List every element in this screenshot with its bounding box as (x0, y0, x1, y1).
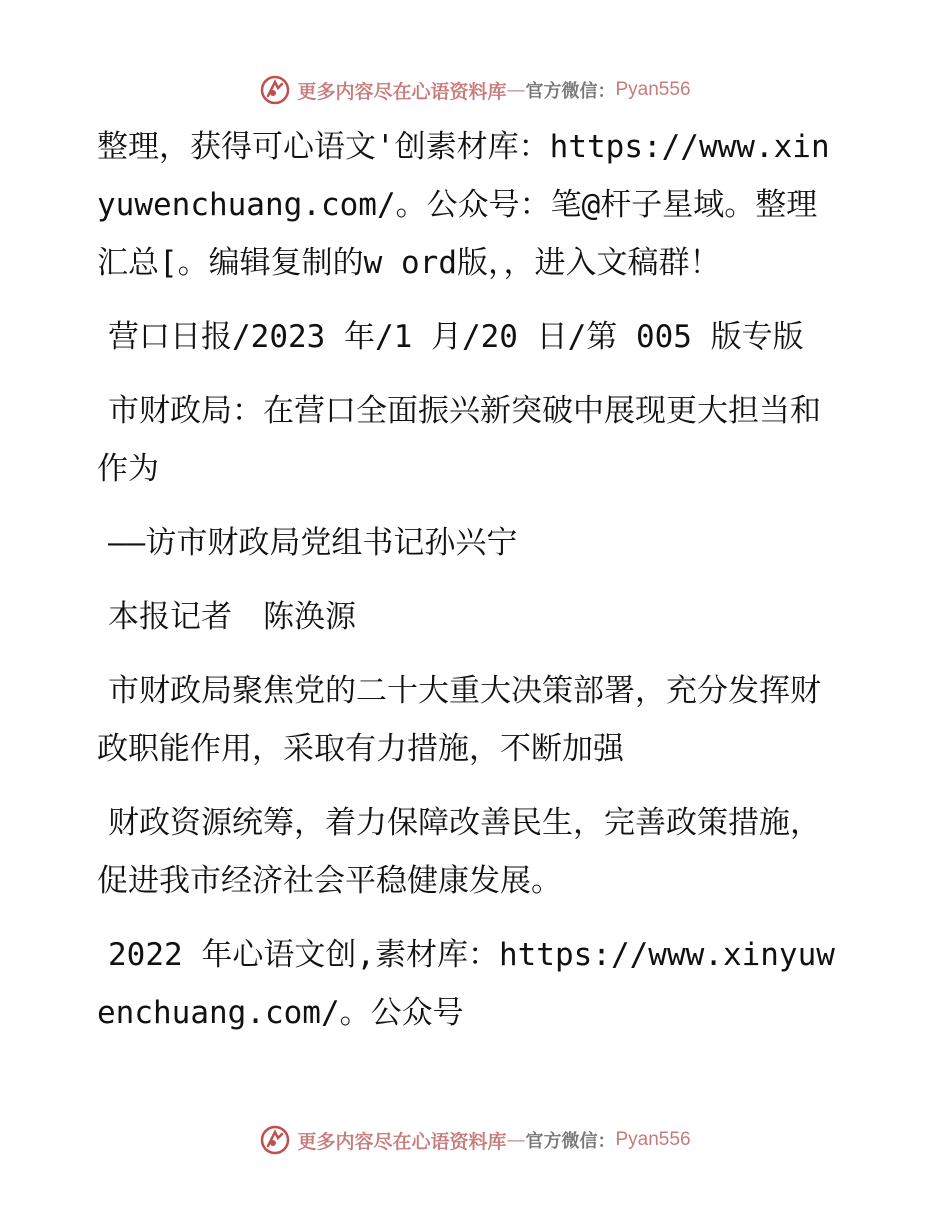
article-title: 市财政局：在营口全面振兴新突破中展现更大担当和作为 (97, 393, 821, 487)
brand-logo-icon (259, 1124, 291, 1156)
footer-paragraph: 2022 年心语文创,素材库：https://www.xinyuwenchuang.com/。公众号 (97, 937, 835, 1031)
intro-paragraph: 整理，获得可心语文'创素材库：https://www.xinyuwenchuang.com/。公众号：笔@杆子星域。整理汇总[。编辑复制的w ord版，，进入文稿群！ (97, 129, 830, 281)
body-paragraph: 市财政局聚焦党的二十大重大决策部署，充分发挥财政职能作用，采取有力措施，不断加强 (97, 673, 821, 767)
watermark-separator: — (506, 1129, 526, 1151)
watermark-label: 官方微信： (525, 1131, 616, 1152)
watermark-label: 官方微信： (525, 81, 616, 102)
source-line: 营口日报/2023 年/1 月/20 日/第 005 版专版 (108, 319, 804, 355)
watermark-main-text: 更多内容尽在心语资料库 (297, 80, 507, 103)
article-subtitle: ——访市财政局党组书记孙兴宁 (108, 525, 518, 561)
footer-watermark (0, 1120, 950, 1160)
watermark-id: Pyan556 (615, 1129, 691, 1150)
brand-logo-icon (259, 74, 291, 106)
watermark-main-text: 更多内容尽在心语资料库 (297, 1130, 507, 1153)
header-watermark (0, 70, 950, 110)
watermark-separator: — (506, 79, 526, 101)
document-body (97, 118, 837, 1058)
body-paragraph: 财政资源统筹，着力保障改善民生，完善政策措施，促进我市经济社会平稳健康发展。 (97, 805, 821, 899)
byline: 本报记者 陈涣源 (108, 599, 356, 635)
watermark-id: Pyan556 (615, 79, 691, 100)
